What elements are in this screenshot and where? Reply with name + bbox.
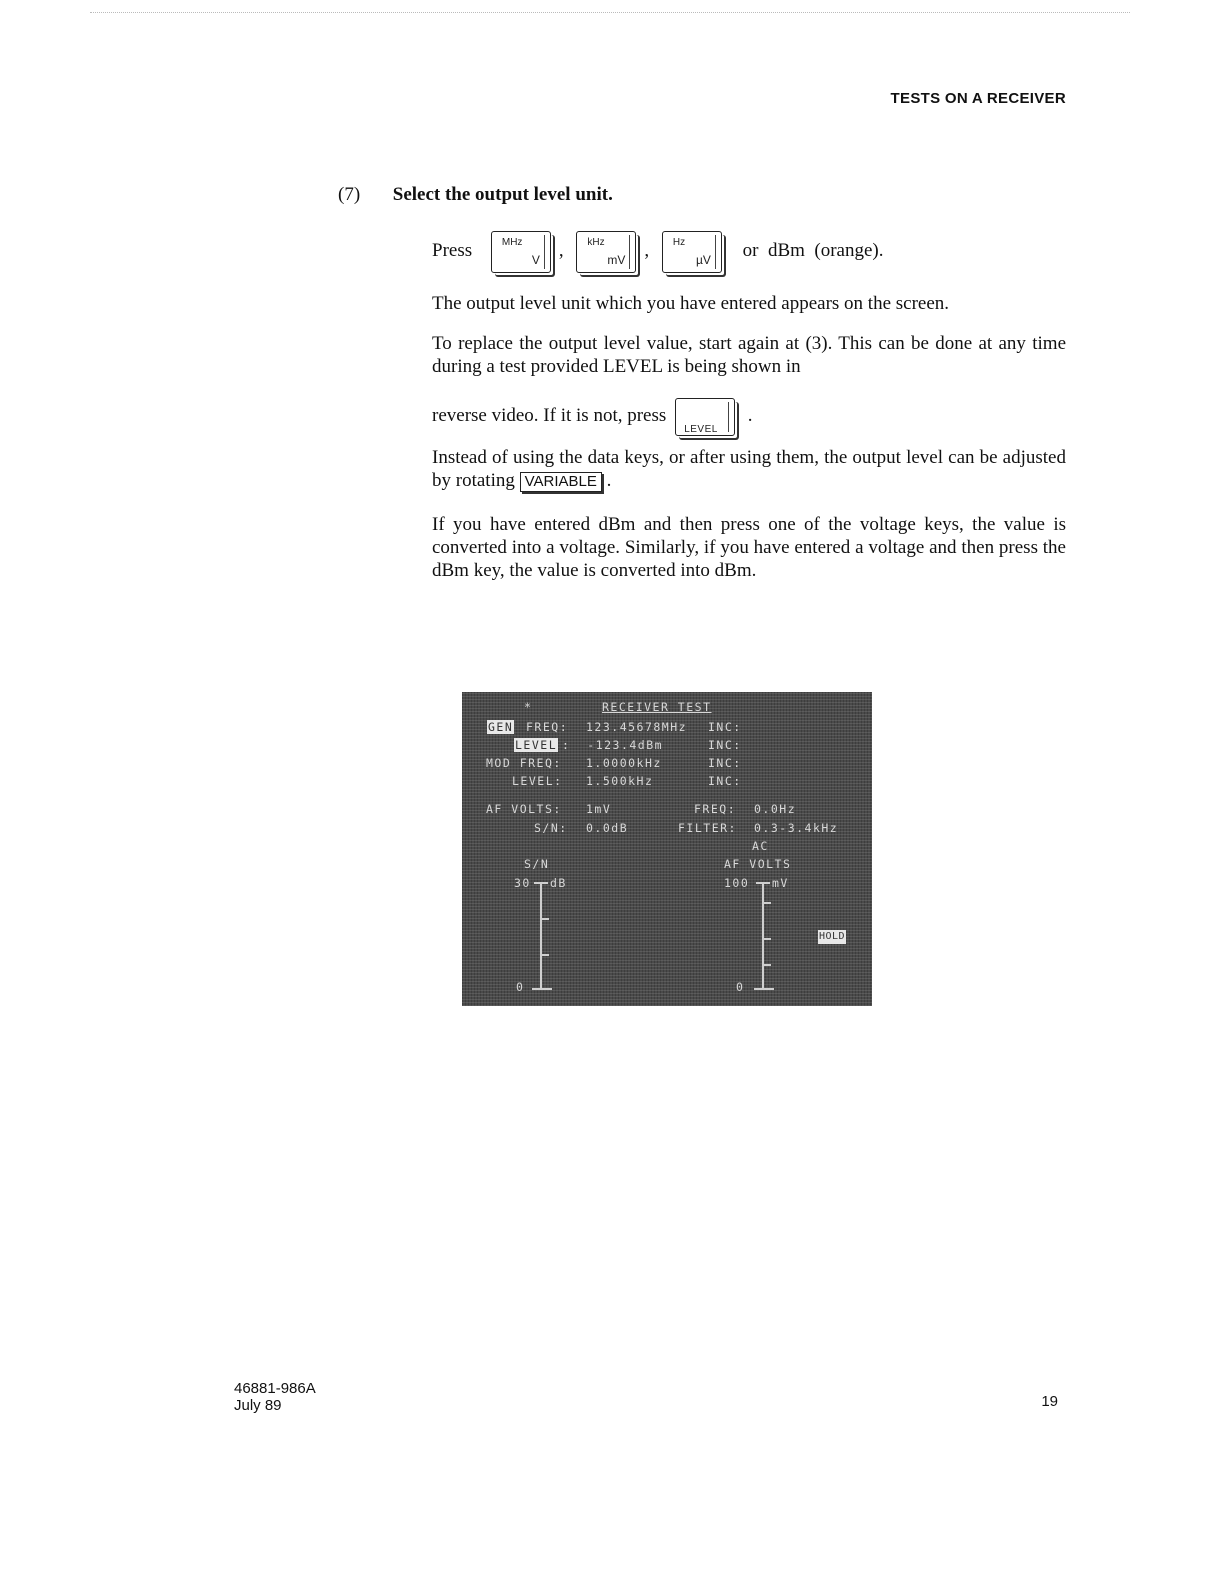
- ac-label: AC: [752, 839, 769, 853]
- filter-value: 0.3-3.4kHz: [754, 821, 839, 835]
- mhz-v-key: [491, 231, 551, 273]
- press-suffix: or dBm (orange).: [742, 240, 884, 261]
- key-bottom-label: µV: [695, 252, 711, 267]
- sn-bar-unit: dB: [550, 876, 567, 890]
- sn-bar-tick: [542, 954, 549, 956]
- variable-control: VARIABLE: [520, 472, 602, 492]
- freq-value: 123.45678MHz: [586, 720, 688, 734]
- mod-level-value: 1.500kHz: [586, 774, 654, 788]
- step-number: (7): [338, 184, 361, 205]
- level-value: : -123.4dBm: [562, 738, 664, 752]
- running-head: TESTS ON A RECEIVER: [890, 90, 1066, 107]
- sn-bar-tick: [542, 918, 549, 920]
- level-key-label: LEVEL: [684, 423, 718, 435]
- sn-bar-min: 0: [516, 980, 525, 994]
- press-prefix: Press: [432, 240, 473, 261]
- page-number: 19: [1041, 1393, 1058, 1410]
- sn-label: S/N:: [534, 821, 568, 835]
- reverse-video-end: .: [747, 405, 753, 426]
- footer-left: [234, 1380, 316, 1414]
- af-bar-unit: mV: [772, 876, 789, 890]
- af-bar-tick: [764, 964, 771, 966]
- paragraph-variable: [432, 446, 1066, 492]
- document-number: 46881-986A: [234, 1380, 316, 1397]
- step-title: Select the output level unit.: [392, 184, 613, 205]
- press-line: [432, 226, 1066, 276]
- paragraph-conversion: If you have entered dBm and then press one of the voltage keys, the value is converted into a voltage. Similarly, if you have entered a voltage and then press the dBm key, the value is converted into dBm.: [432, 514, 1066, 581]
- af-bar-axis: [762, 882, 764, 988]
- mod-freq-inc: INC:: [708, 756, 742, 770]
- receiver-test-screen: [462, 692, 872, 1006]
- mod-freq-value: 1.0000kHz: [586, 756, 662, 770]
- af-bar-title: AF VOLTS: [724, 857, 792, 871]
- screen-star: *: [524, 700, 533, 714]
- af-bar-min: 0: [736, 980, 745, 994]
- sn-bar-max: 30: [514, 876, 531, 890]
- level-label: LEVEL: [515, 738, 558, 752]
- af-volts-value: 1mV: [586, 802, 612, 816]
- paragraph-unit-appears: The output level unit which you have entered appears on the screen.: [432, 293, 950, 314]
- key-bottom-label: mV: [607, 252, 626, 267]
- key-separator: ,: [558, 240, 564, 261]
- level-key: [675, 398, 735, 436]
- sn-value: 0.0dB: [586, 821, 629, 835]
- key-top-label: kHz: [587, 236, 605, 248]
- variable-end: .: [606, 470, 612, 491]
- reverse-video-text: reverse video. If it is not, press: [432, 405, 667, 426]
- level-inc: INC:: [708, 738, 742, 752]
- sn-bar-title: S/N: [524, 857, 550, 871]
- top-rule: [90, 12, 1130, 13]
- variable-text: Instead of using the data keys, or after using them, the output level can be adjusted by rotating: [432, 447, 1066, 491]
- hz-uv-key: [662, 231, 722, 273]
- key-top-label: MHz: [501, 236, 523, 248]
- sn-bar-axis: [540, 882, 542, 988]
- paragraph-reverse-video: [432, 396, 1066, 436]
- key-bottom-label: V: [531, 252, 540, 267]
- af-bar-max: 100: [724, 876, 750, 890]
- mod-level-label: LEVEL:: [512, 774, 563, 788]
- sn-bar-bottom: [532, 988, 552, 990]
- af-freq-value: 0.0Hz: [754, 802, 797, 816]
- key-separator: ,: [644, 240, 650, 261]
- paragraph-replace-value: To replace the output level value, start again at (3). This can be done at any time during a test provided LEVEL is being shown in: [432, 333, 1066, 377]
- key-top-label: Hz: [672, 236, 686, 248]
- freq-inc: INC:: [708, 720, 742, 734]
- af-bar-bottom: [754, 988, 774, 990]
- af-volts-label: AF VOLTS:: [486, 802, 562, 816]
- hold-indicator: HOLD: [819, 931, 846, 942]
- document-date: July 89: [234, 1397, 282, 1414]
- af-bar-tick: [764, 902, 771, 904]
- mod-level-inc: INC:: [708, 774, 742, 788]
- freq-label: FREQ:: [526, 720, 569, 734]
- screen-title: RECEIVER TEST: [602, 700, 712, 714]
- af-bar-tick: [764, 938, 771, 940]
- khz-mv-key: [576, 231, 636, 273]
- filter-label: FILTER:: [678, 821, 737, 835]
- step-heading: [338, 184, 613, 206]
- af-freq-label: FREQ:: [694, 802, 737, 816]
- mod-freq-label: MOD FREQ:: [486, 756, 562, 770]
- gen-label: GEN: [488, 720, 514, 734]
